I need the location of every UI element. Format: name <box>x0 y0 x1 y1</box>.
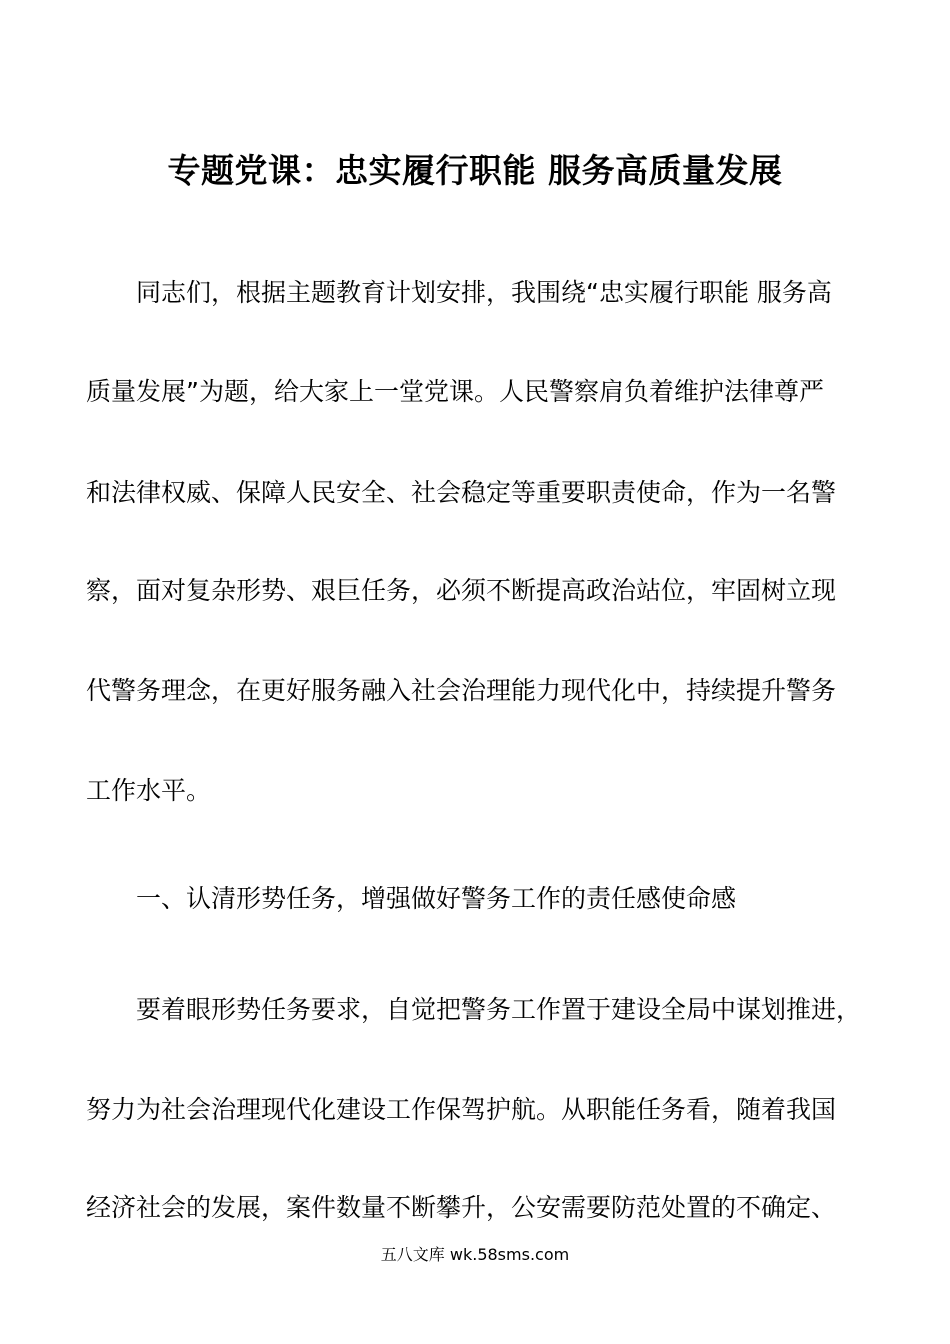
body-line: 工作水平。 <box>86 776 212 805</box>
body-line: 和法律权威、保障人民安全、社会稳定等重要职责使命，作为一名警 <box>86 478 837 507</box>
body-line: 代警务理念，在更好服务融入社会治理能力现代化中，持续提升警务 <box>86 676 837 705</box>
body-line: 经济社会的发展，案件数量不断攀升，公安需要防范处置的不确定、 <box>86 1193 837 1222</box>
footer-watermark: 五八文库 wk.58sms.com <box>380 1245 570 1264</box>
section-heading: 一、认清形势任务，增强做好警务工作的责任感使命感 <box>86 884 737 913</box>
body-line: 质量发展”为题，给大家上一堂党课。人民警察肩负着维护法律尊严 <box>86 377 824 406</box>
document-title: 专题党课：忠实履行职能 服务高质量发展 <box>167 151 783 190</box>
body-line: 同志们，根据主题教育计划安排，我围绕“忠实履行职能 服务高 <box>86 278 832 307</box>
body-line: 要着眼形势任务要求，自觉把警务工作置于建设全局中谋划推进， <box>86 995 862 1024</box>
body-line: 察，面对复杂形势、艰巨任务，必须不断提高政治站位，牢固树立现 <box>86 576 837 605</box>
body-line: 努力为社会治理现代化建设工作保驾护航。从职能任务看，随着我国 <box>86 1095 837 1124</box>
